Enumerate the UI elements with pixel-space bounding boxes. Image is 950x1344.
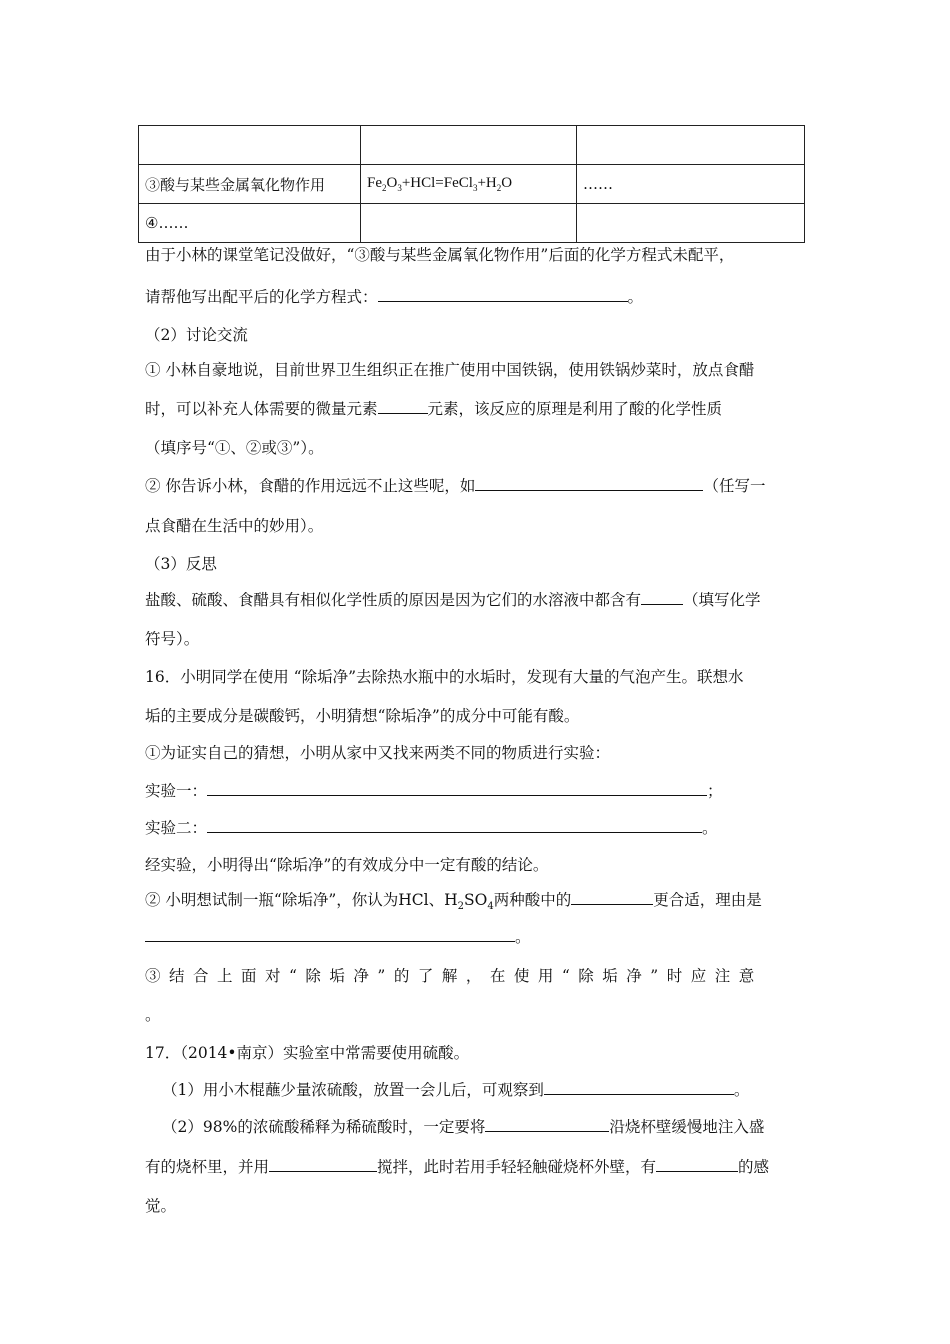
answer-blank[interactable]	[485, 1117, 609, 1132]
acid-properties-table	[138, 125, 805, 243]
text-line: ③结合上面对“除垢净”的了解，在使用“除垢净”时应注意	[145, 967, 763, 985]
table-cell	[139, 126, 361, 165]
answer-blank[interactable]	[145, 927, 515, 942]
table-row	[139, 126, 805, 165]
text-line: 时，可以补充人体需要的微量元素 元素，该反应的原理是利用了酸的化学性质	[145, 400, 723, 418]
text-line: 符号）。	[145, 630, 200, 648]
text-line: 。	[145, 1006, 161, 1024]
table-cell-property: ④……	[139, 204, 361, 243]
text-line: （2）98%的浓硫酸稀释为稀硫酸时，一定要将 沿烧杯壁缓慢地注入盛	[162, 1118, 765, 1136]
table-row	[139, 165, 805, 204]
text-line: ① 小林自豪地说，目前世界卫生组织正在推广使用中国铁锅，使用铁锅炒菜时，放点食醋	[145, 361, 755, 379]
table-cell	[361, 204, 577, 243]
table-row	[139, 204, 805, 243]
answer-blank[interactable]	[207, 781, 707, 796]
answer-blank[interactable]	[207, 818, 702, 833]
answer-blank[interactable]	[641, 590, 683, 605]
text-line: 请帮他写出配平后的化学方程式： 。	[145, 288, 644, 306]
text-line: 。	[145, 925, 531, 947]
text-line: 盐酸、硫酸、食醋具有相似化学性质的原因是因为它们的水溶液中都含有 （填写化学	[145, 591, 761, 609]
table-cell	[577, 204, 805, 243]
equation-text: $Fe_2O_3+HCl=FeCl_3+H_2O$	[367, 175, 513, 193]
answer-blank[interactable]	[269, 1157, 377, 1172]
question-17: 17．（2014•南京）实验室中常需要使用硫酸。	[145, 1044, 470, 1062]
text-line: （填序号“①、②或③”）。	[145, 439, 324, 457]
answer-blank[interactable]	[475, 476, 703, 491]
text-line: 有的烧杯里，并用 搅拌，此时若用手轻轻触碰烧杯外壁，有 的感	[145, 1158, 770, 1176]
table-cell-equation	[361, 165, 577, 204]
answer-blank[interactable]	[544, 1080, 734, 1095]
text-line: （1）用小木棍蘸少量浓硫酸，放置一会儿后，可观察到 。	[162, 1081, 750, 1099]
text-line: 觉。	[145, 1197, 177, 1215]
text-line: 点食醋在生活中的妙用）。	[145, 517, 324, 535]
answer-blank[interactable]	[378, 399, 428, 414]
answer-blank[interactable]	[378, 287, 628, 302]
text-line: 实验二： 。	[145, 819, 718, 837]
table-cell-property: ③酸与某些金属氧化物作用	[139, 165, 361, 204]
section-heading: （2）讨论交流	[145, 326, 248, 344]
answer-blank[interactable]	[656, 1157, 738, 1172]
text-line: ①为证实自己的猜想，小明从家中又找来两类不同的物质进行实验：	[145, 744, 611, 762]
text-line: 经实验，小明得出“除垢净”的有效成分中一定有酸的结论。	[145, 856, 549, 874]
table-cell-ellipsis: ……	[577, 165, 805, 204]
table-cell	[361, 126, 577, 165]
table-cell	[577, 126, 805, 165]
text-line: 垢的主要成分是碳酸钙，小明猜想“除垢净”的成分中可能有酸。	[145, 707, 580, 725]
text-line: 由于小林的课堂笔记没做好，“③酸与某些金属氧化物作用”后面的化学方程式未配平，	[145, 246, 735, 264]
text-line: 实验一： ；	[145, 782, 723, 800]
text-line: ② 你告诉小林，食醋的作用远远不止这些呢，如 （任写一	[145, 477, 766, 495]
question-16: 16．小明同学在使用 “除垢净”去除热水瓶中的水垢时，发现有大量的气泡产生。联想水	[145, 668, 744, 686]
text-line: ② 小明想试制一瓶“除垢净”，你认为HCl、$H_2SO_4$两种酸中的 更合适，理由是	[145, 891, 762, 913]
section-heading: （3）反思	[145, 555, 217, 573]
answer-blank[interactable]	[571, 890, 653, 905]
